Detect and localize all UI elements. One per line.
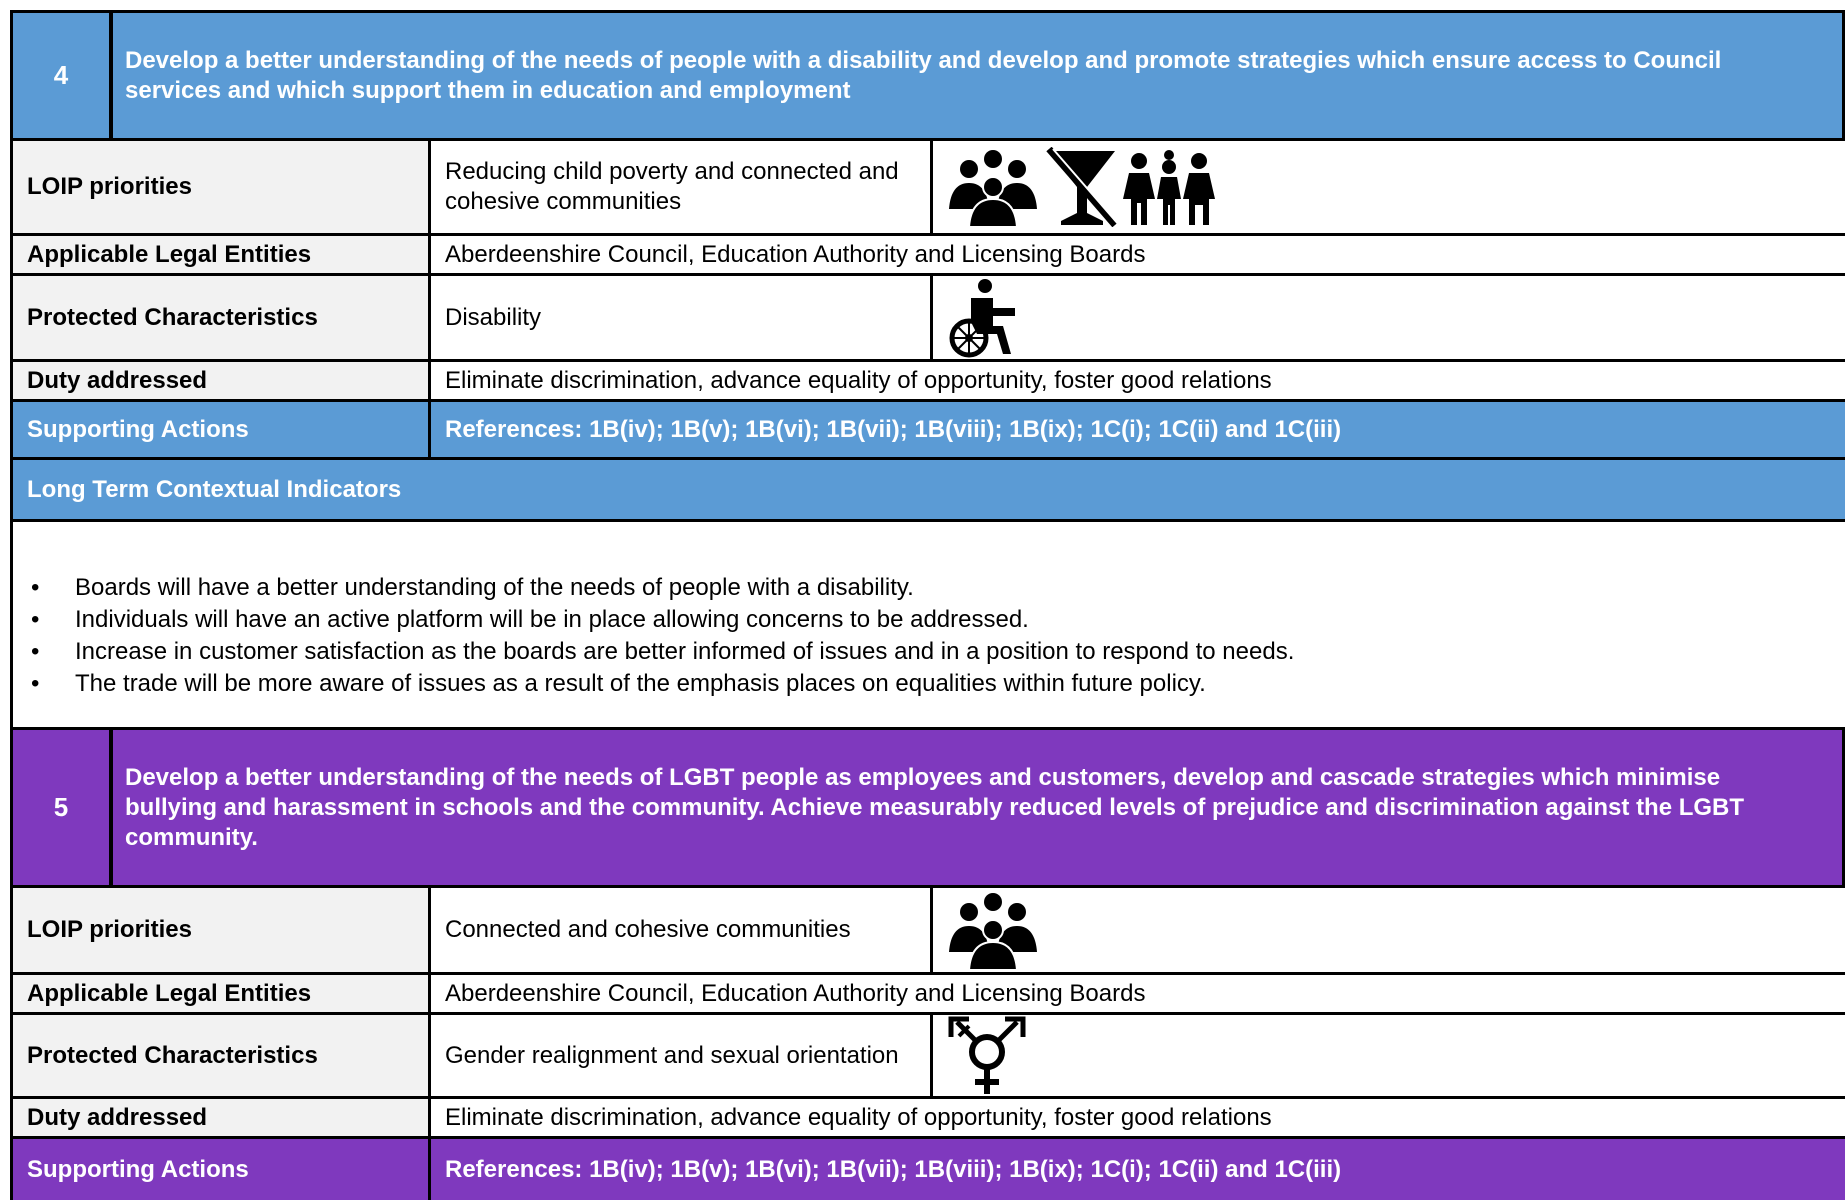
supporting-actions-row — [10, 402, 1845, 460]
supporting-actions-references: References: 1B(iv); 1B(v); 1B(vi); 1B(vii); 1B(viii); 1B(ix); 1C(i); 1C(ii) and 1C(iii) — [428, 402, 1845, 457]
protected-characteristics-icon-cell — [930, 276, 1845, 359]
duty-addressed-value: Eliminate discrimination, advance equality of opportunity, foster good relations — [428, 362, 1845, 399]
legal-entities-value: Aberdeenshire Council, Education Authority and Licensing Boards — [428, 236, 1845, 273]
duty-addressed-label: Duty addressed — [13, 362, 428, 399]
wheelchair-user-icon — [947, 278, 1023, 358]
duty-addressed-row — [10, 1099, 1845, 1139]
loip-row — [10, 885, 1845, 975]
loip-label: LOIP priorities — [13, 141, 428, 233]
list-item: • Individuals will have an active platform will be in place allowing concerns to be addressed. — [13, 604, 1845, 636]
loip-label: LOIP priorities — [13, 888, 428, 972]
supporting-actions-references: References: 1B(iv); 1B(v); 1B(vi); 1B(vii); 1B(viii); 1B(ix); 1C(i); 1C(ii) and 1C(iii) — [428, 1139, 1845, 1200]
indicators-label: Long Term Contextual Indicators — [27, 475, 402, 503]
loip-value: Connected and cohesive communities — [428, 888, 930, 972]
section-title: Develop a better understanding of the needs of LGBT people as employees and customers, develop and cascade strategies which minimise bullying and harassment in schools and the community. Achieve measurably reduced levels of prejudice and discrimination against the LGBT community. — [125, 763, 1745, 851]
section-5-header — [10, 727, 1845, 885]
supporting-actions-label: Supporting Actions — [27, 415, 249, 443]
children-family-icon — [1123, 147, 1215, 227]
list-item: • The trade will be more aware of issues as a result of the emphasis places on equalities within future policy. — [13, 668, 1845, 700]
loip-value: Reducing child poverty and connected and cohesive communities — [428, 141, 930, 233]
legal-entities-row — [10, 236, 1845, 276]
duty-addressed-row — [10, 362, 1845, 402]
protected-characteristics-value: Disability — [428, 276, 930, 359]
loip-icons — [930, 141, 1845, 233]
duty-addressed-value: Eliminate discrimination, advance equality of opportunity, foster good relations — [428, 1099, 1845, 1136]
legal-entities-label: Applicable Legal Entities — [13, 236, 428, 273]
section-4-header — [10, 10, 1845, 138]
protected-characteristics-row — [10, 1015, 1845, 1099]
transgender-symbol-icon — [947, 1016, 1027, 1096]
alcohol-glass-icon — [1045, 147, 1119, 227]
supporting-actions-label: Supporting Actions — [27, 1155, 249, 1183]
protected-characteristics-label: Protected Characteristics — [13, 276, 428, 359]
list-item: • Boards will have a better understanding of the needs of people with a disability. — [13, 572, 1845, 604]
protected-characteristics-row — [10, 276, 1845, 362]
indicators-list-block — [10, 522, 1845, 739]
community-group-icon — [947, 147, 1039, 227]
supporting-actions-row — [10, 1139, 1845, 1200]
legal-entities-row — [10, 975, 1845, 1015]
protected-characteristics-value: Gender realignment and sexual orientation — [428, 1015, 930, 1096]
section-number: 5 — [13, 730, 113, 885]
legal-entities-label: Applicable Legal Entities — [13, 975, 428, 1012]
loip-icons — [930, 888, 1845, 972]
legal-entities-value: Aberdeenshire Council, Education Authority and Licensing Boards — [428, 975, 1845, 1012]
equality-outcomes-document — [10, 10, 1845, 1200]
list-item: • Increase in customer satisfaction as the boards are better informed of issues and in a position to respond to needs. — [13, 636, 1845, 668]
section-number: 4 — [13, 13, 113, 138]
loip-row — [10, 138, 1845, 236]
protected-characteristics-icon-cell — [930, 1015, 1845, 1096]
indicators-list — [13, 572, 1845, 700]
duty-addressed-label: Duty addressed — [13, 1099, 428, 1136]
protected-characteristics-label: Protected Characteristics — [13, 1015, 428, 1096]
community-group-icon — [947, 890, 1039, 970]
indicators-header-row — [10, 460, 1845, 522]
section-title: Develop a better understanding of the needs of people with a disability and develop and promote strategies which ensure access to Council services and which support them in education and employment — [125, 46, 1722, 104]
